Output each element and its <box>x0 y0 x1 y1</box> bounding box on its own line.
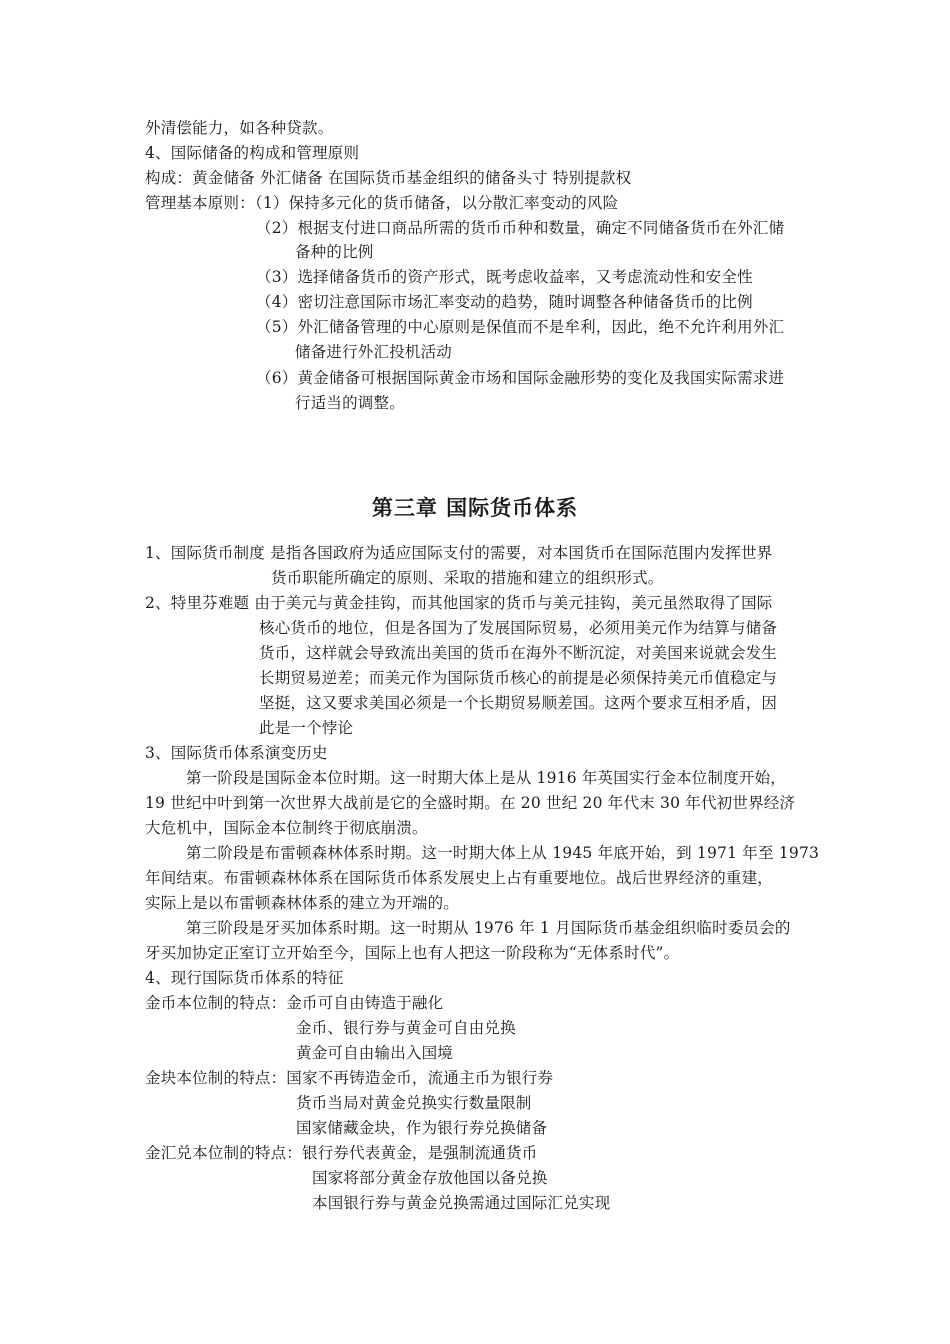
item1-line1: 1、国际货币制度 是指各国政府为适应国际支付的需要，对本国货币在国际范围内发挥世界 <box>145 544 773 562</box>
stage3-line1: 第三阶段是牙买加体系时期。这一时期从 1976 年 1 月国际货币基金组织临时委员会的 <box>186 919 791 937</box>
principle-2-line1: （2）根据支付进口商品所需的货币币种和数量，确定不同储备货币在外汇储 <box>256 219 785 237</box>
item2-line3: 货币，这样就会导致流出美国的货币在海外不断沉淀，对美国来说就会发生 <box>259 644 778 662</box>
stage2-line3: 实际上是以布雷顿森林体系的建立为开端的。 <box>145 894 460 912</box>
principle-2-line2: 备种的比例 <box>295 243 374 261</box>
gold-bullion-standard-1: 金块本位制的特点：国家不再铸造金币，流通主币为银行券 <box>145 1069 554 1087</box>
gold-coin-standard-2: 金币、银行券与黄金可自由兑换 <box>296 1019 516 1037</box>
gold-coin-standard-3: 黄金可自由输出入国境 <box>296 1044 454 1062</box>
reserve-composition: 构成：黄金储备 外汇储备 在国际货币基金组织的储备头寸 特别提款权 <box>145 169 632 187</box>
gold-coin-standard-1: 金币本位制的特点：金币可自由铸造于融化 <box>145 994 444 1012</box>
stage3-line2: 牙买加协定正室订立开始至今，国际上也有人把这一阶段称为“无体系时代”。 <box>145 944 680 962</box>
item2-line4: 长期贸易逆差；而美元作为国际货币核心的前提是必须保持美元币值稳定与 <box>259 669 778 687</box>
principle-6-line2: 行适当的调整。 <box>295 394 405 412</box>
principle-5-line1: （5）外汇储备管理的中心原则是保值而不是牟利，因此，绝不允许利用外汇 <box>256 318 785 336</box>
principle-5-line2: 储备进行外汇投机活动 <box>295 343 453 361</box>
item1-line2: 货币职能所确定的原则、采取的措施和建立的组织形式。 <box>271 569 664 587</box>
gold-exchange-standard-1: 金汇兑本位制的特点：银行券代表黄金，是强制流通货币 <box>145 1144 538 1162</box>
gold-bullion-standard-3: 国家储藏金块，作为银行券兑换储备 <box>296 1119 548 1137</box>
item2-line6: 此是一个悖论 <box>259 719 354 737</box>
gold-exchange-standard-2: 国家将部分黄金存放他国以备兑换 <box>312 1169 548 1187</box>
continuation-text: 外清偿能力，如各种贷款。 <box>145 119 334 137</box>
item3-heading: 3、国际货币体系演变历史 <box>145 744 328 762</box>
stage1-line1: 第一阶段是国际金本位时期。这一时期大体上是从 1916 年英国实行金本位制度开始， <box>186 769 787 787</box>
chapter-title: 第三章 国际货币体系 <box>371 496 579 520</box>
stage2-line1: 第二阶段是布雷顿森林体系时期。这一时期大体上从 1945 年底开始，到 1971 年至 1973 <box>186 844 820 862</box>
stage1-line3: 大危机中，国际金本位制终于彻底崩溃。 <box>145 819 428 837</box>
principle-6-line1: （6）黄金储备可根据国际黄金市场和国际金融形势的变化及我国实际需求进 <box>256 369 785 387</box>
item4-reserve-heading: 4、国际储备的构成和管理原则 <box>145 144 360 162</box>
item2-line5: 坚挺，这又要求美国必须是一个长期贸易顺差国。这两个要求互相矛盾，因 <box>259 694 778 712</box>
item2-line2: 核心货币的地位，但是各国为了发展国际贸易，必须用美元作为结算与储备 <box>259 619 778 637</box>
gold-exchange-standard-3: 本国银行券与黄金兑换需通过国际汇兑实现 <box>312 1194 611 1212</box>
item4-heading: 4、现行国际货币体系的特征 <box>145 969 344 987</box>
item2-line1: 2、特里芬难题 由于美元与黄金挂钩，而其他国家的货币与美元挂钩，美元虽然取得了国际 <box>145 594 773 612</box>
principle-3: （3）选择储备货币的资产形式，既考虑收益率，又考虑流动性和安全性 <box>256 268 753 286</box>
principle-1: 管理基本原则：（1）保持多元化的货币储备，以分散汇率变动的风险 <box>145 194 619 212</box>
stage1-line2: 19 世纪中叶到第一次世界大战前是它的全盛时期。在 20 世纪 20 年代末 30 年代初世界经济 <box>145 794 796 812</box>
stage2-line2: 年间结束。布雷顿森林体系在国际货币体系发展史上占有重要地位。战后世界经济的重建， <box>145 869 774 887</box>
gold-bullion-standard-2: 货币当局对黄金兑换实行数量限制 <box>296 1094 532 1112</box>
principle-4: （4）密切注意国际市场汇率变动的趋势，随时调整各种储备货币的比例 <box>256 293 753 311</box>
